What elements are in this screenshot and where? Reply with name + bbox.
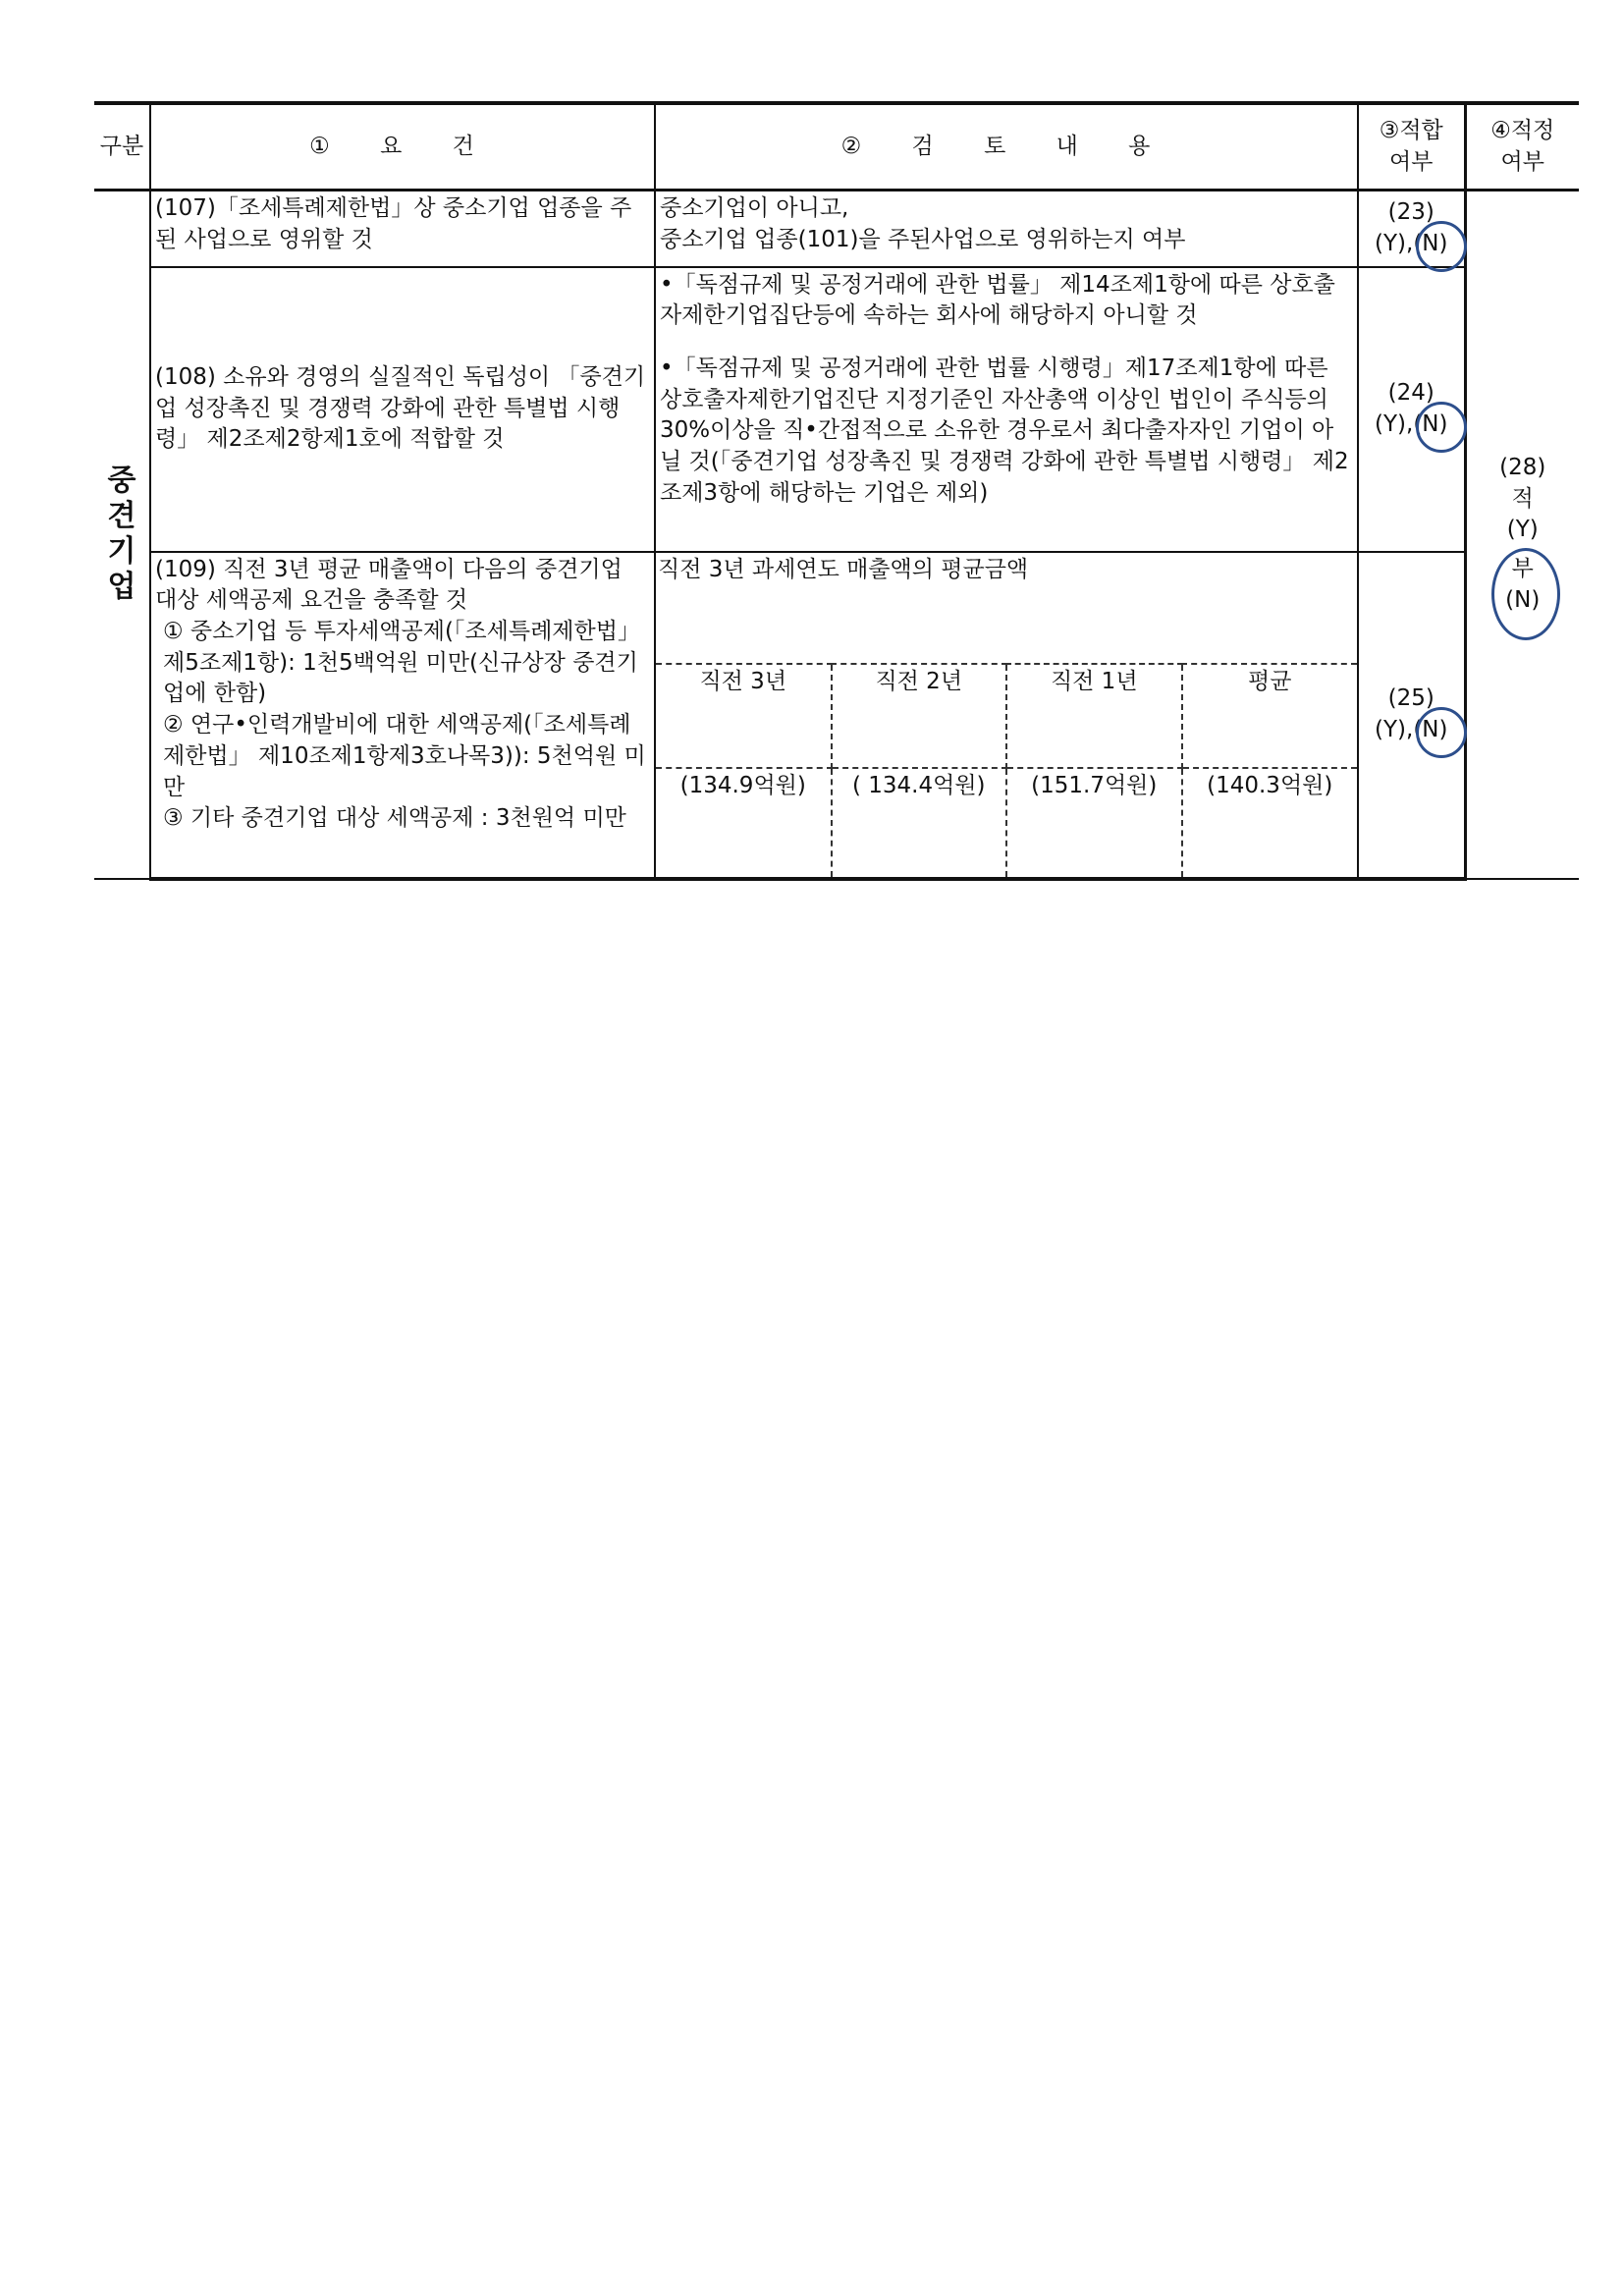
fit-24 (1358, 267, 1465, 552)
sales-table (656, 553, 1357, 877)
review-107-line2: 중소기업 업종(101)을 주된사업으로 영위하는지 여부 (660, 226, 1186, 252)
fit-23-wrap (1375, 197, 1447, 259)
requirement-109 (150, 552, 655, 879)
header-gubun: 구분 (94, 103, 150, 191)
fit-23 (1358, 191, 1465, 267)
fit-25-no: (25) (1387, 684, 1435, 711)
requirement-109-line1: (109) 직전 3년 평균 매출액이 다음의 중견기업 대상 세액공제 요건을 충족할 것 (155, 556, 623, 614)
label-year3: 직전 3년 (656, 664, 832, 768)
header-proper (1465, 103, 1579, 191)
proper-yes-code: (Y) (1506, 517, 1539, 543)
fit-24-choice: (Y),(N) (1375, 410, 1448, 437)
proper-no-label: 부 (1511, 556, 1534, 582)
row-108 (94, 267, 1579, 552)
requirement-108: (108) 소유와 경영의 실질적인 독립성이 「중견기업 성장촉진 및 경쟁력 강화에 관한 특별법 시행령」 제2조제2항제1호에 적합할 것 (150, 267, 655, 552)
proper-no: (28) (1499, 454, 1546, 480)
requirement-107: (107)「조세특례제한법」상 중소기업 업종을 주된 사업으로 영위할 것 (150, 191, 655, 267)
fit-24-no: (24) (1387, 379, 1435, 406)
header-row (94, 103, 1579, 191)
value-year1: (151.7억원) (1006, 768, 1182, 877)
requirement-109-line3: ② 연구•인력개발비에 대한 세액공제(「조세특례제한법」 제10조제1항제3호나목3)): 5천억원 미만 (163, 712, 646, 800)
header-fit-line2: 여부 (1389, 148, 1434, 175)
row-107 (94, 191, 1579, 267)
requirement-109-line2: ① 중소기업 등 투자세액공제(「조세특례제한법」 제5조제1항): 1천5백억원 미만(신규상장 중견기업에 한함) (163, 618, 640, 707)
proper-28 (1465, 191, 1579, 879)
gubun-value: 중견기업 (107, 463, 136, 604)
value-year3: (134.9억원) (656, 768, 832, 877)
label-year2: 직전 2년 (832, 664, 1007, 768)
proper-yes-label: 적 (1511, 485, 1534, 512)
value-year2: ( 134.4억원) (832, 768, 1007, 877)
fit-23-no: (23) (1387, 199, 1435, 226)
fit-25-choice: (Y),(N) (1375, 716, 1448, 742)
review-109 (655, 552, 1358, 879)
sales-label-row (656, 664, 1357, 768)
proper-no-wrap (1505, 554, 1540, 616)
fit-25-wrap (1375, 683, 1447, 745)
review-108-para2: •「독점규제 및 공정거래에 관한 법률 시행령」제17조제1항에 따른 상호출자제한기업진단 지정기준인 자산총액 이상인 법인이 주식등의 30%이상을 직•간접적으로 소유한 경우로서 최다출자자인 기업이 아닐 것(「중견기업 성장촉진 및 경쟁력 강화에 관한 특별법 시행령」 제2조제3항에 해당하는 기업은 제외) (660, 355, 1349, 506)
review-108 (655, 267, 1358, 552)
requirement-109-line4: ③ 기타 중견기업 대상 세액공제 : 3천원억 미만 (163, 805, 626, 832)
review-107-line1: 중소기업이 아니고, (660, 195, 849, 221)
gubun-cell (94, 191, 150, 879)
header-proper-line2: 여부 (1500, 148, 1544, 175)
header-review: ② 검 토 내 용 (655, 103, 1358, 191)
fit-24-wrap (1375, 378, 1447, 440)
sales-value-row (656, 768, 1357, 877)
fit-25 (1358, 552, 1465, 879)
header-requirement: ① 요 건 (150, 103, 655, 191)
proper-no-code: (N) (1505, 586, 1541, 613)
header-proper-line1: ④적정 (1490, 118, 1555, 144)
label-year1: 직전 1년 (1006, 664, 1182, 768)
review-109-title: 직전 3년 과세연도 매출액의 평균금액 (656, 553, 1357, 664)
label-average: 평균 (1182, 664, 1358, 768)
header-fit-line1: ③적합 (1379, 118, 1443, 144)
review-table (94, 101, 1579, 881)
value-average: (140.3억원) (1207, 772, 1333, 798)
review-107 (655, 191, 1358, 267)
review-108-para1: •「독점규제 및 공정거래에 관한 법률」 제14조제1항에 따른 상호출자제한기업집단등에 속하는 회사에 해당하지 아니할 것 (660, 271, 1335, 329)
fit-23-choice: (Y),(N) (1375, 230, 1448, 256)
header-fit (1358, 103, 1465, 191)
row-109 (94, 552, 1579, 879)
